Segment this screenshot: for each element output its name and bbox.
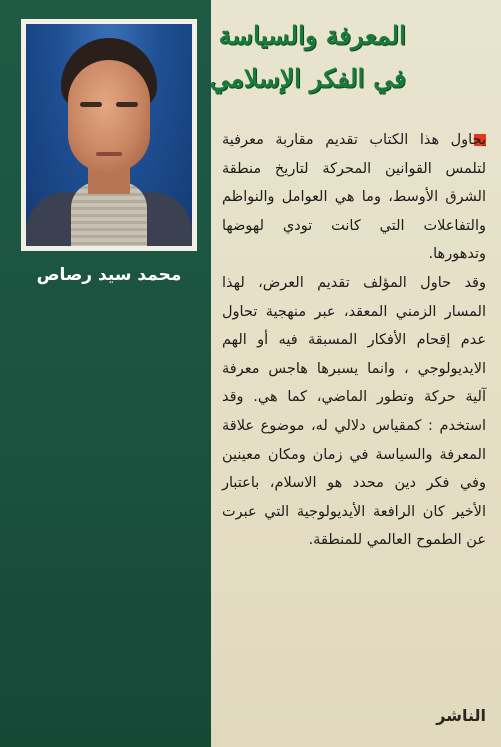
author-photo [21, 19, 197, 251]
book-description [222, 126, 486, 555]
book-title [209, 14, 406, 122]
publisher-signature: الناشر [436, 706, 486, 725]
description-paragraph-2: وقد حاول المؤلف تقديم العرض، لهذا المسار الزمني المعقد، عبر منهجية تحاول عدم إقحام الأفكار المسبقة فيه أو الهم الايديولوجي ، وانما يسبرها هاجس معرفة آلية حركة وتطور الماضي، كما هي. وقد استخدم : كمقياس دلالي له، موضوع علاقة المعرفة والسياسة في زمان ومكان معينين وفي فكر دين محدد هو الاسلام، باعتبار الأخير كان الرافعة الأيديولوجية التي عبرت عن الطموح العالمي للمنطقة. [222, 274, 486, 549]
description-paragraph-1: يحاول هذا الكتاب تقديم مقاربة معرفية لتلمس القوانين المحركة لتاريخ منطقة الشرق الأوسط، وما هي العوامل والنواظم والتفاعلات التي كانت تودي لهوضها وتدهورها. [222, 132, 486, 263]
author-portrait-image [26, 24, 192, 246]
book-title-line-1: المعرفة والسياسة [218, 21, 406, 50]
book-title-line-2: في الفكر الإسلامي [209, 64, 406, 93]
author-name: محمد سيد رصاص [36, 265, 182, 285]
